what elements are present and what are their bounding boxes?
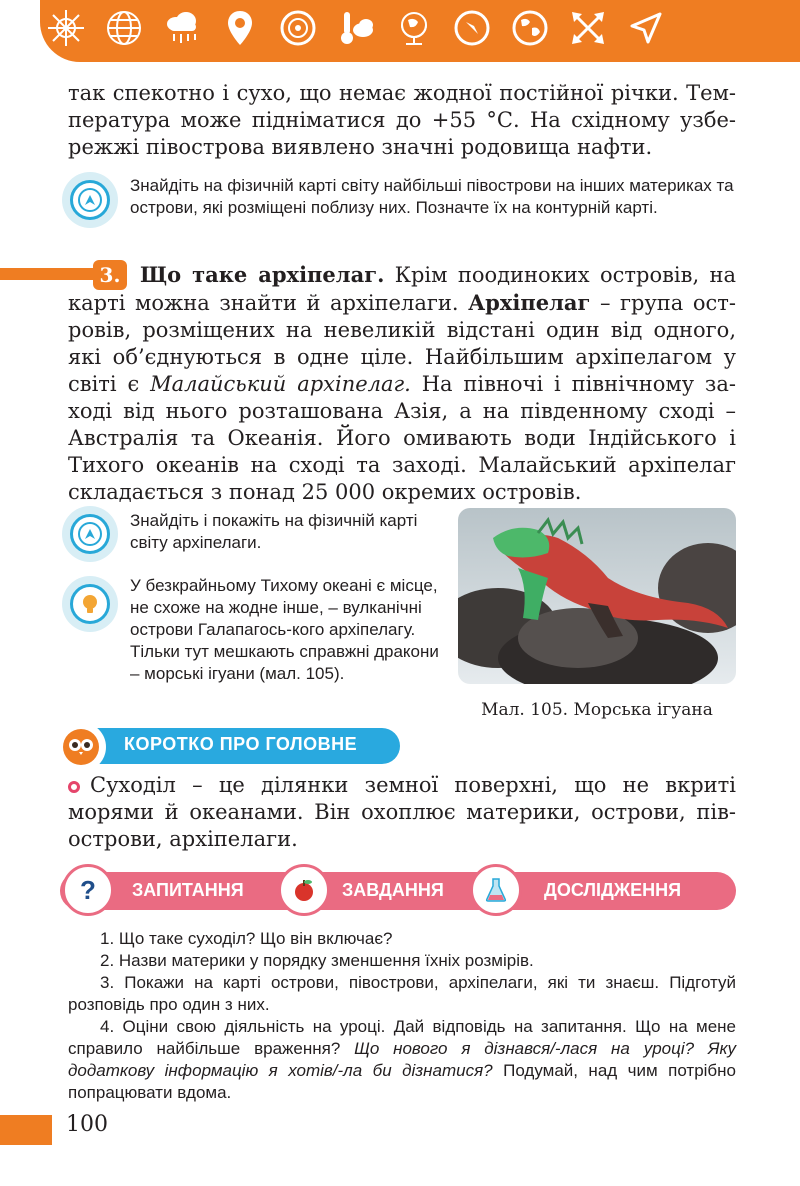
globe-icon [508, 6, 552, 50]
globe-stand-icon [392, 6, 436, 50]
question-2: 2. Назви материки у порядку зменшення їхніх розмірів. [100, 951, 534, 970]
summary-text [68, 772, 736, 853]
task-find-peninsulas: Знайдіть на фізичній карті світу найбільші півострови на інших материках та острови, які розміщені поблизу них. Позначте їх на контурній карті. [130, 176, 734, 217]
task-compass-icon [62, 172, 118, 228]
section-line: ровів, розміщених на невеликій відстані один від одного, [68, 318, 736, 342]
questions-label: ЗАПИТАННЯ [132, 880, 244, 900]
task-compass-icon [62, 506, 118, 562]
section-line: світі є [68, 372, 151, 396]
question-4 [68, 1016, 736, 1104]
section-line: Тихого океанів на сході та заході. Малайський архіпелаг [68, 453, 736, 477]
marine-iguana-photo [458, 508, 736, 684]
question-3: 3. Покажи на карті острови, півострови, архіпелаги, які ти знаєш. Підготуй розповідь про один з них. [68, 973, 736, 1014]
lightbulb-icon [62, 576, 118, 632]
globe-grid-icon [102, 6, 146, 50]
question-4-italic: Що нового я дізнався/-лася на уроці? Яку додаткову інформацію я хотів/-ла би дізнатися? [68, 1039, 736, 1080]
thermometer-cloud-icon [334, 6, 378, 50]
intro-line: режжі півострова виявлено значні родовища нафти. [68, 135, 653, 159]
apple-icon [278, 864, 330, 916]
page-accent-bar [0, 1115, 52, 1145]
summary-label: КОРОТКО ПРО ГОЛОВНЕ [124, 734, 358, 754]
intro-paragraph [68, 80, 736, 161]
section-line: – група ост- [590, 291, 736, 315]
location-pin-icon [218, 6, 262, 50]
task-find-archipelagos: Знайдіть і покажіть на фізичній карті світу архіпелаги. [130, 511, 418, 552]
bullet-icon [68, 781, 80, 793]
intro-line: так спекотно і сухо, що немає жодної постійної річки. Тем- [68, 81, 736, 105]
malay-archipelago: Малайський архіпелаг. [150, 372, 411, 396]
question-mark-icon: ? [62, 864, 114, 916]
fact-galapagos: У безкрайньому Тихому океані є місце, не схоже на жодне інше, – вулканічні острови Галапагось-кого архіпелагу. Тільки тут мешкають справжні дракони – морські ігуани (мал. 105). [130, 576, 439, 683]
tasks-label: ЗАВДАННЯ [342, 880, 444, 900]
summary-line: морями й океанами. Він охоплює материки, острови, пів- [68, 800, 736, 824]
section-line: Австралія та Океанія. Його омивають води Індійського і [68, 426, 736, 450]
top-icon-row [44, 6, 668, 50]
term-archipelago: Архіпелаг [468, 290, 591, 315]
section-line: ході від нього розташована Азія, а на південному сході – [68, 399, 736, 423]
section-title: Що таке архіпелаг. [140, 262, 385, 287]
section-line: Крім поодиноких островів, на [384, 263, 736, 287]
section-number: 3. [93, 260, 127, 290]
owl-icon [56, 722, 106, 772]
question-1: 1. Що таке суходіл? Що він включає? [100, 929, 393, 948]
compass-rose-icon [44, 6, 88, 50]
section-line: складається з понад 25 000 окремих островів. [68, 480, 582, 504]
questions-list [68, 928, 736, 1104]
page-number: 100 [66, 1112, 108, 1137]
summary-line: Суходіл – це ділянки земної поверхні, що не вкриті [90, 773, 736, 797]
question-4-text: 4. Оціни свою діяльність на уроці. Дай відповідь на запитання. Що на мене справило найбільше враження? [68, 1017, 736, 1058]
compass-needle-icon [450, 6, 494, 50]
section-line: карті можна знайти й архіпелаги. [68, 291, 469, 315]
figure-caption: Мал. 105. Морська ігуана [481, 700, 713, 720]
flask-icon [470, 864, 522, 916]
compass-icon [276, 6, 320, 50]
rain-cloud-icon [160, 6, 204, 50]
research-label: ДОСЛІДЖЕННЯ [544, 880, 682, 900]
section-3-text [68, 261, 736, 506]
intro-line: пература може підніматися до +55 °С. На східному узбе- [68, 108, 736, 132]
question-4-text: Подумай, над чим потрібно попрацювати вдома. [68, 1061, 737, 1102]
arrows-cross-icon [566, 6, 610, 50]
section-line: На півночі і північному за- [410, 372, 736, 396]
summary-line: острови, архіпелаги. [68, 827, 298, 851]
navigation-arrow-icon [624, 6, 668, 50]
section-line: які об’єднуються в одне ціле. Найбільшим архіпелагом у [68, 345, 736, 369]
